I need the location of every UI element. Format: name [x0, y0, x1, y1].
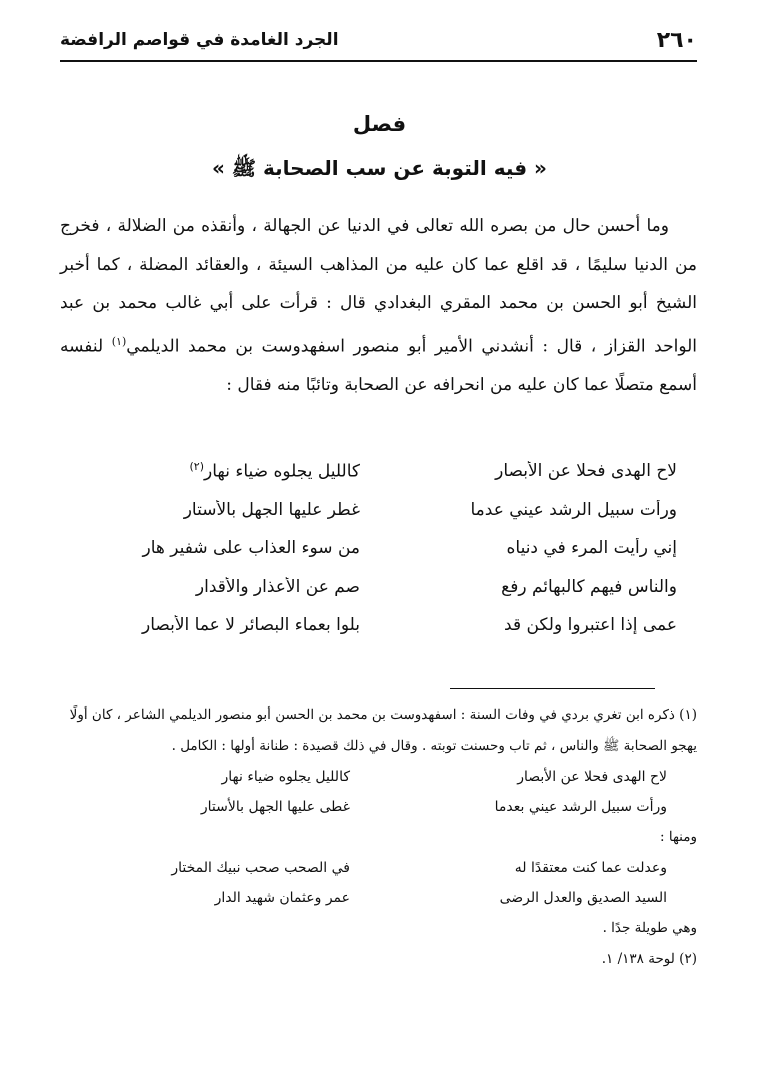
footnote-poem-1 [60, 762, 697, 822]
verse-second-half: غطى عليها الجهل بالأستار [200, 798, 350, 815]
verse-second-half: بلوا بعماء البصائر لا عما الأبصار [141, 615, 360, 636]
poem-verse [60, 568, 697, 607]
footnote-poem-2 [60, 853, 697, 913]
verse-second-half: صم عن الأعذار والأقدار [195, 576, 360, 597]
footnote-1-end: وهي طويلة جدًا . [602, 920, 697, 936]
verse-first-half: ورأت سبيل الرشد عيني بعدما [494, 798, 667, 815]
verse-second-half: في الصحب صحب نبيك المختار [171, 859, 350, 876]
poem [60, 452, 697, 645]
footnote-verse [60, 853, 697, 883]
paragraph-main: وما أحسن حال من بصره الله تعالى في الدنيا عن الجهالة ، وأنقذه من الضلالة ، فخرج من الدنيا سليمًا ، قد اقلع عما كان عليه من المذاهب السيئة ، والعقائد المضلة ، كما أخبر الشيخ أبو الحسن بن محمد المقري البغدادي قال : قرأت على أبي غالب محمد بن عبد الواحد القزاز ، قال : أنشدني الأمير أبو منصور اسفهدوست بن محمد الديلمي [60, 216, 698, 357]
poem-verse [60, 529, 697, 568]
section-subheading: « فيه التوبة عن سب الصحابة ﷺ » [212, 156, 547, 180]
page-number: ٢٦٠ [656, 27, 697, 53]
page-header [60, 20, 697, 62]
paragraph-end: لنفسه أسمع متصلًا عما كان عليه من انحرافه عن الصحابة وتائبًا منه فقال : [60, 336, 697, 396]
verse-second-half: من سوء العذاب على شفير هار [142, 538, 360, 559]
footnote-divider [450, 688, 655, 689]
verse-first-half: وعدلت عما كنت معتقدًا له [514, 859, 667, 876]
verse-first-half: عمى إذا اعتبروا ولكن قد [504, 615, 677, 636]
footnote-1-text: (١) ذكره ابن تغري بردي في وفات السنة : اسفهدوست بن محمد بن الحسن أبو منصور الديلمي الشاعر ، كان أولًا يهجو الصحابة ﷺ والناس ، ثم تاب وحسنت توبته . وقال في ذلك قصيدة : طنانة أولها : الكامل . [69, 707, 697, 754]
verse-first-half: إني رأيت المرء في دنياه [506, 538, 677, 559]
verse-first-half: لاح الهدى فحلا عن الأبصار [517, 768, 667, 785]
footnote-verse [60, 883, 697, 913]
poem-verse [60, 606, 697, 645]
footnote-ref-2: (٢) [189, 460, 204, 474]
verse-first-half: لاح الهدى فحلا عن الأبصار [495, 461, 677, 482]
section-heading: فصل [352, 112, 407, 136]
footnote-minha: ومنها : [660, 829, 697, 845]
verse-first-half: والناس فيهم كالبهائم رفع [501, 576, 677, 597]
poem-verse [60, 491, 697, 530]
footnote-verse [60, 792, 697, 822]
footnote-ref-1: (١) [111, 334, 127, 348]
running-title: الجرد الغامدة في قواصم الرافضة [60, 30, 339, 50]
footnotes [60, 700, 697, 975]
verse-first-half: السيد الصديق والعدل الرضى [499, 889, 667, 906]
verse-second-half: غطر عليها الجهل بالأستار [183, 499, 360, 520]
body-paragraph [60, 207, 697, 405]
verse-second-text: كالليل يجلوه ضياء نهار [203, 462, 360, 483]
footnote-2-text: (٢) لوحة ١٣٨/ ١. [601, 951, 697, 967]
verse-second-half: عمر وعثمان شهيد الدار [214, 889, 350, 906]
body-text [60, 207, 697, 405]
poem-verse [60, 452, 697, 491]
footnote-verse [60, 762, 697, 792]
verse-second-half: كالليل يجلوه ضياء نهار [221, 768, 350, 785]
verse-second-half [60, 460, 360, 482]
verse-first-half: ورأت سبيل الرشد عيني عدما [470, 499, 677, 520]
